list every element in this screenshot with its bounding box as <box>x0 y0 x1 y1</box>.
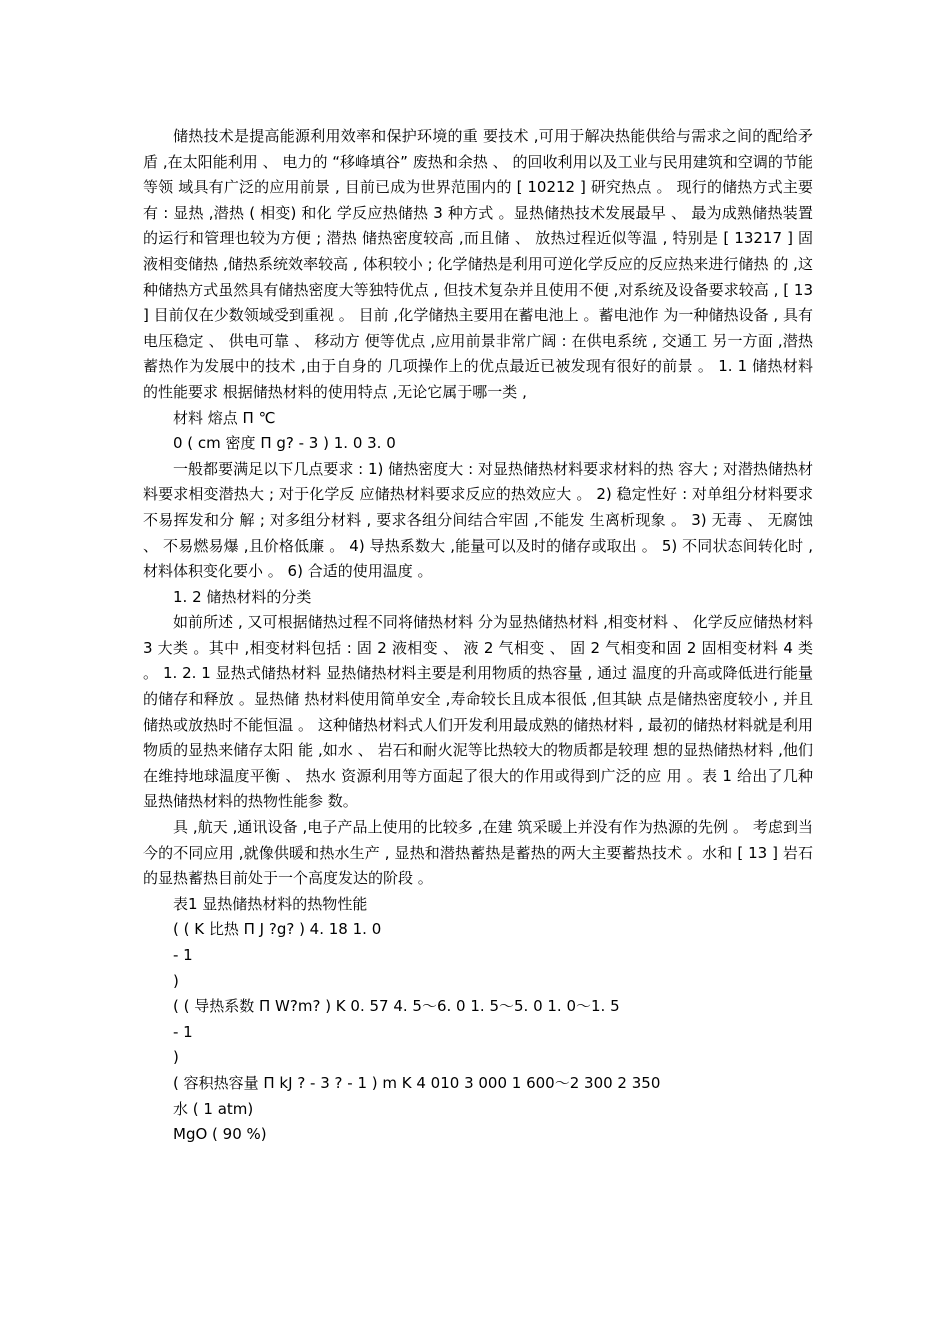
paragraph-performance-requirements: 一般都要满足以下几点要求 : 1) 储热密度大 : 对显热储热材料要求材料的热 容大 ; 对潜热储热材料要求相变潜热大 ; 对于化学反 应储热材料要求反应的热效应大 。 2) 稳定性好 : 对单组分材料要求不易挥发和分 解 ; 对多组分材料 , 要求各组分间结合牢固 ,不能发 生离析现象 。 3) 无毒 、 无腐蚀 、 不易燃易爆 ,且价格低廉 。 4) 导热系数大 ,能量可以及时的储存或取出 。 5) 不同状态间转化时 ,材料体积变化要小 。 6) 合适的使用温度 。 <box>143 459 813 581</box>
paragraph-applications: 具 ,航天 ,通讯设备 ,电子产品上使用的比较多 ,在建 筑采暖上并没有作为热源的先例 。 考虑到当今的不同应用 ,就像供暖和热水生产 , 显热和潜热蓄热是蓄热的两大主要蓄热技术 。水和 [ 13 ] 岩石的显热蓄热目前处于一个高度发达的阶段 。 <box>143 818 813 888</box>
table-fragment-melting-point: 材料 熔点 Π ℃ <box>173 408 276 427</box>
table-line: 水 ( 1 atm) <box>173 1099 254 1118</box>
table-line: ) <box>173 971 179 990</box>
table-fragment-density: 0 ( cm 密度 Π g? - 3 ) 1. 0 3. 0 <box>173 434 396 453</box>
paragraph-energy-storage-intro: 储热技术是提高能源利用效率和保护环境的重 要技术 ,可用于解决热能供给与需求之间的配给矛 盾 ,在太阳能利用 、 电力的 “移峰填谷” 废热和余热 、 的回收利用以及工业与民用建筑和空调的节能等领 域具有广泛的应用前景 , 目前已成为世界范围内的 [ 10212 ] 研究热点 。 现行的储热方式主要有 : 显热 ,潜热 ( 相变) 和化 学反应热储热 3 种方式 。显热储热技术发展最早 、 最为成熟储热装置的运行和管理也较为方便 ; 潜热 储热密度较高 ,而且储 、 放热过程近似等温 , 特别是 [ 13217 ] 固液相变储热 ,储热系统效率较高 , 体积较小 ; 化学储热是利用可逆化学反应的反应热来进行储热 的 ,这种储热方式虽然具有储热密度大等独特优点 , 但技术复杂并且使用不便 ,对系统及设备要求较高 , [ 13 ] 目前仅在少数领域受到重视 。 目前 ,化学储热主要用在蓄电池上 。蓄电池作 为一种储热设备 , 具有电压稳定 、 供电可靠 、 移动方 便等优点 ,应用前景非常广阔 : 在供电系统 , 交通工 另一方面 ,潜热蓄热作为发展中的技术 ,由于自身的 几项操作上的优点最近已被发现有很好的前景 。 1. 1 储热材料的性能要求 根据储热材料的使用特点 ,无论它属于哪一类 , <box>143 127 813 401</box>
document-page <box>143 124 813 1148</box>
section-heading-classification: 1. 2 储热材料的分类 <box>173 587 312 606</box>
table-line: ) <box>173 1048 179 1067</box>
table-caption: 表1 显热储热材料的热物性能 <box>173 894 368 913</box>
table-line: MgO ( 90 %) <box>173 1125 267 1144</box>
table-line: - 1 <box>173 946 193 964</box>
table-line: - 1 <box>173 1022 193 1041</box>
table-line: ( ( K 比热 Π J ?g? ) 4. 18 1. 0 <box>173 920 382 939</box>
paragraph-classification: 如前所述 , 又可根据储热过程不同将储热材料 分为显热储热材料 ,相变材料 、 化学反应储热材料 3 大类 。其中 ,相变材料包括 : 固 2 液相变 、 液 2 气相变 、 固 2 气相变和固 2 固相变材料 4 类 。 1. 2. 1 显热式储热材料 显热储热材料主要是利用物质的热容量 , 通过 温度的升高或降低进行能量的储存和释放 。显热储 热材料使用简单安全 ,寿命较长且成本很低 ,但其缺 点是储热密度较小 , 并且储热或放热时不能恒温 。 这种储热材料式人们开发利用最成熟的储热材料 , 最初的储热材料就是利用物质的显热来储存太阳 能 ,如水 、 岩石和耐火泥等比热较大的物质都是较理 想的显热储热材料 ,他们在维持地球温度平衡 、 热水 资源利用等方面起了很大的作用或得到广泛的应 用 。表 1 给出了几种显热储热材料的热物性能参 数。 <box>143 613 813 811</box>
table-line: ( ( 导热系数 Π W?m? ) K 0. 57 4. 5～6. 0 1. 5～5. 0 1. 0～1. 5 <box>173 997 620 1016</box>
table-line: ( 容积热容量 Π kJ ? - 3 ? - 1 ) m K 4 010 3 000 1 600～2 300 2 350 <box>173 1073 661 1092</box>
